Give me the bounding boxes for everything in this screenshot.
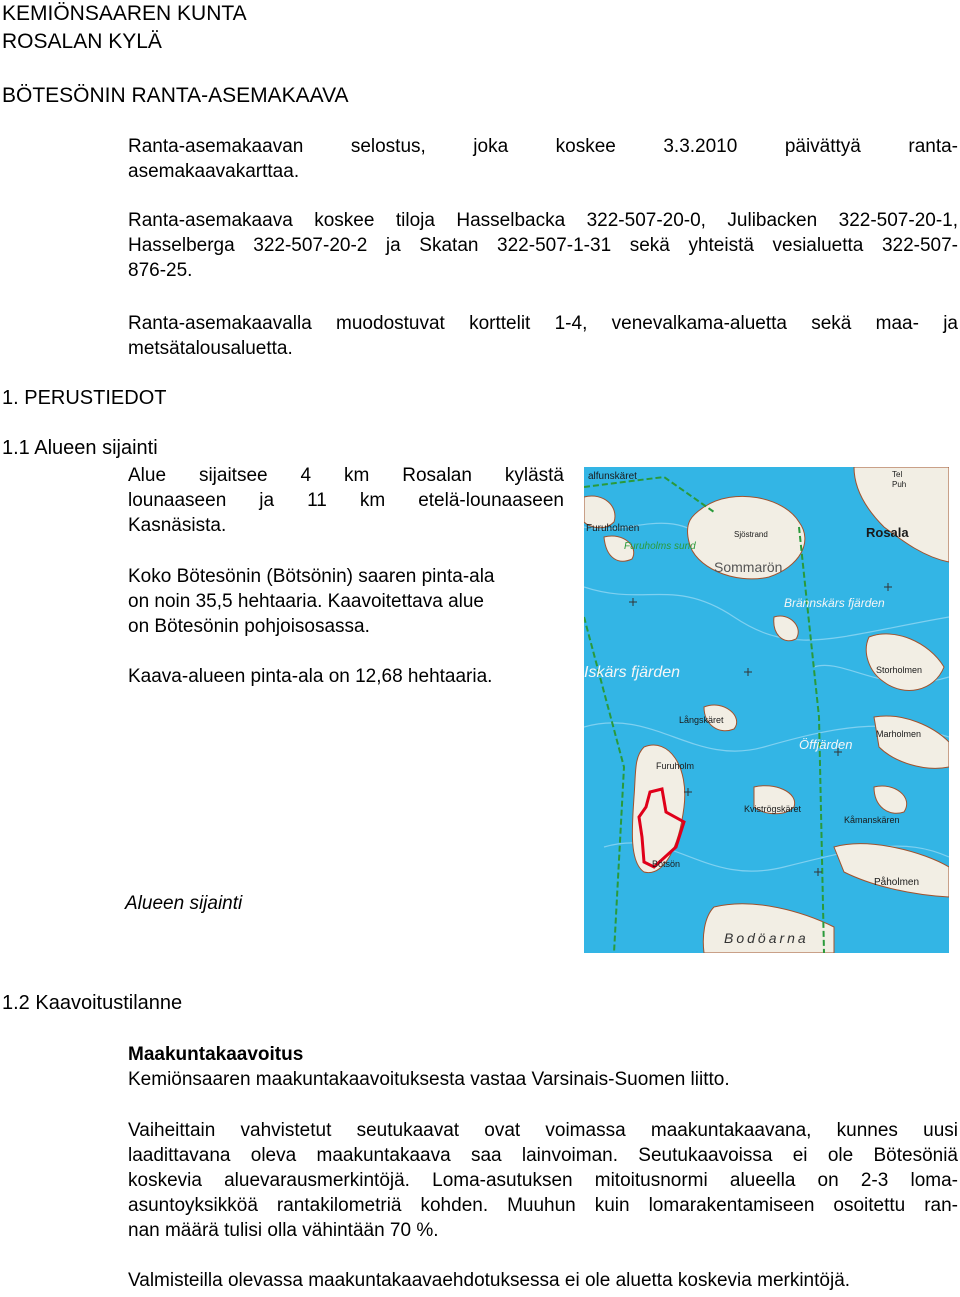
maakuntakaavoitus-heading: Maakuntakaavoitus [128,1044,304,1065]
map-label-langskaret: Långskäret [679,715,724,725]
location-paragraph: Alue sijaitsee 4 km Rosalan kylästä lounaaseen ja 11 km etelä-lounaaseen Kasnäsista. [128,465,564,536]
plan-title: BÖTESÖNIN RANTA-ASEMAKAAVA [2,84,349,107]
map-caption: Alueen sijainti [125,893,243,914]
map-label-kvistrogskaret: Kviströgskäret [744,804,802,814]
location-map [584,467,949,953]
map-label-iskars-fjarden: Iskärs fjärden [584,664,681,681]
map-label-offjarden: Öffjärden [799,737,853,752]
map-label-alfunskaret: alfunskäret [588,471,637,482]
subsection-heading-kaavoitustilanne: 1.2 Kaavoitustilanne [2,992,183,1014]
map-label-bodoarna: Bodöarna [724,930,809,946]
municipality-heading: KEMIÖNSAAREN KUNTA [2,2,247,25]
section-heading-perustiedot: 1. PERUSTIEDOT [2,387,167,409]
map-label-sommaron: Sommarön [714,559,783,575]
intro-paragraph-1: Ranta-asemakaavan selostus, joka koskee 3.3.2010 päivättyä ranta- asemakaavakarttaa. [128,136,958,182]
map-label-botson: Bötsön [652,859,681,869]
map-label-furuholms-sund: Furuholms sund [624,541,696,552]
island-area-paragraph: Koko Bötesönin (Bötsönin) saaren pinta-ala on noin 35,5 hehtaaria. Kaavoitettava alue on Bötesönin pohjoisosassa. [128,566,495,637]
intro-paragraph-3: Ranta-asemakaavalla muodostuvat korttelit 1-4, venevalkama-aluetta sekä maa- ja metsätalousaluetta. [128,313,958,359]
map-label-kamanskaren: Kåmanskären [844,815,900,825]
map-label-furuholm: Furuholm [656,761,695,771]
map-label-tel: Tel [892,470,903,479]
intro-paragraph-2: Ranta-asemakaava koskee tiloja Hasselbacka 322-507-20-0, Julibacken 322-507-20-1, Hasselberga 322-507-20-2 ja Skatan 322-507-1-31 sekä yhteistä vesialuetta 322-507- 876-25. [128,210,958,281]
map-label-brannskars-fjarden: Brännskärs fjärden [784,596,885,610]
regional-plan-paragraph-2: Vaiheittain vahvistetut seutukaavat ovat voimassa maakuntakaavana, kunnes uusi laadittavana oleva maakuntakaava saa lainvoiman. Seutukaavoissa ei ole Bötesöniä koskevia aluevarausmerkintöjä. Loma-asutuksen mitoitusnormi alueella on 2-3 loma- asuntoyksikköä rantakilometriä kohden. Muuhun kuin lomarakentamiseen osoitettu ran- nan määrä tulisi olla vähintään 70 %. [128,1120,958,1241]
map-label-marholmen: Marholmen [876,729,922,739]
map-label-storholmen: Storholmen [876,665,923,675]
map-label-sjostrand: Sjöstrand [734,530,768,539]
map-label-rosala: Rosala [866,525,909,540]
map-label-furuholmen: Furuholmen [586,523,640,534]
village-heading: ROSALAN KYLÄ [2,30,162,53]
map-label-puh: Puh [892,480,907,489]
plan-area-paragraph: Kaava-alueen pinta-ala on 12,68 hehtaaria. [128,666,493,687]
subsection-heading-alueen-sijainti: 1.1 Alueen sijainti [2,437,158,459]
map-label-paholmen: Påholmen [874,877,920,888]
regional-plan-paragraph-1: Kemiönsaaren maakuntakaavoituksesta vastaa Varsinais-Suomen liitto. [128,1069,730,1090]
regional-plan-paragraph-3: Valmisteilla olevassa maakuntakaavaehdotuksessa ei ole aluetta koskevia merkintöjä. [128,1270,851,1291]
